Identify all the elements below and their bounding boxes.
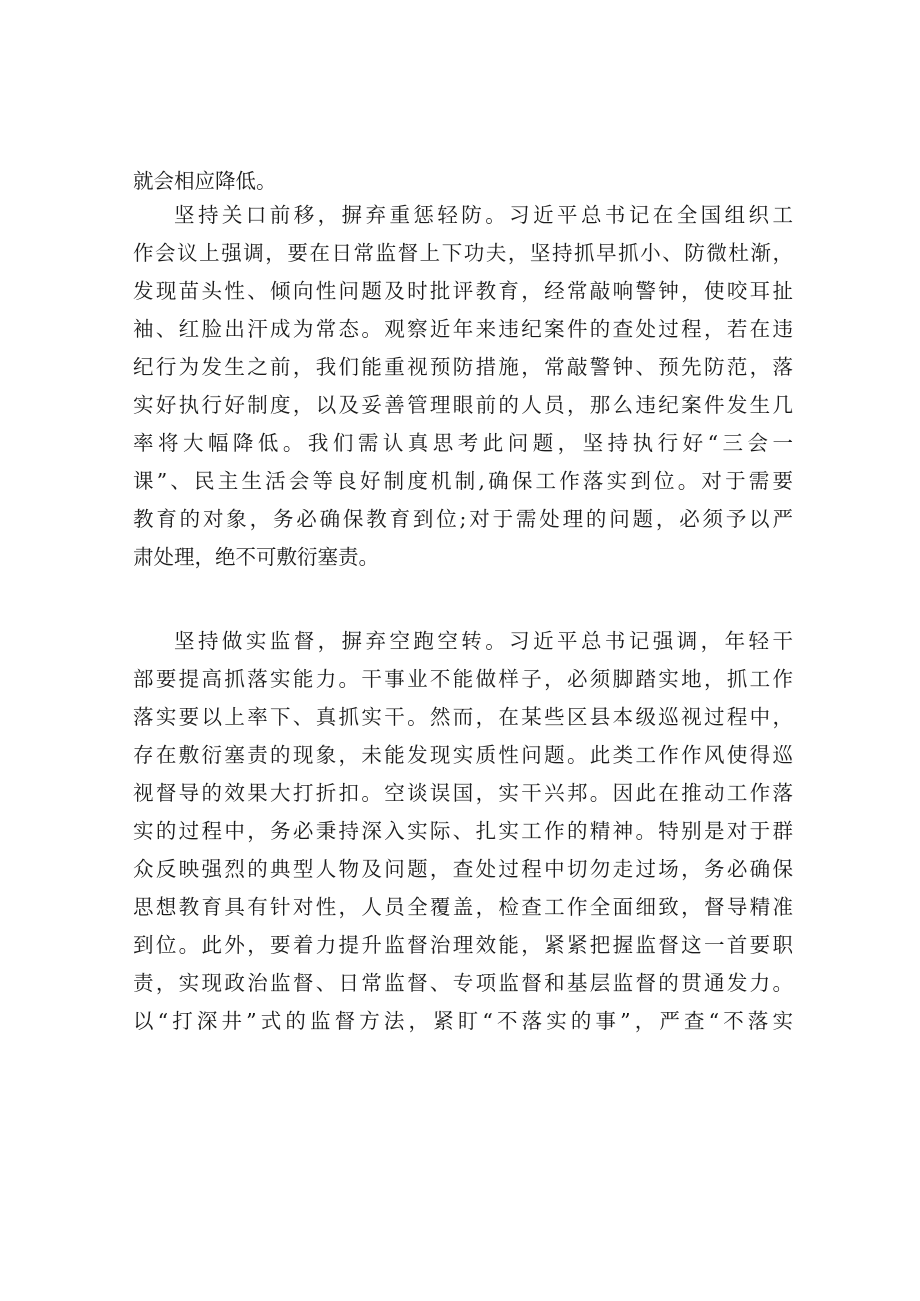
paragraph-continuation (133, 162, 793, 200)
paragraph-line: 视督导的效果大打折扣。空谈误国，实干兴邦。因此在推动工作落 (133, 781, 793, 805)
paragraph-prevention (133, 196, 793, 576)
paragraph-line: 思想教育具有针对性，人员全覆盖，检查工作全面细致，督导精准 (133, 895, 793, 919)
paragraph-line: 纪行为发生之前，我们能重视预防措施，常敲警钟、预先防范，落 (133, 355, 793, 379)
paragraph-line: 实好执行好制度，以及妥善管理眼前的人员，那么违纪案件发生几 (133, 393, 793, 417)
paragraph-line: 肃处理，绝不可敷衍塞责。 (133, 545, 379, 569)
paragraph-line: 率将大幅降低。我们需认真思考此问题，坚持执行好“三会一 (133, 431, 793, 455)
paragraph-line: 坚持关口前移，摒弃重惩轻防。习近平总书记在全国组织工 (174, 203, 793, 227)
paragraph-line: 袖、红脸出汗成为常态。观察近年来违纪案件的查处过程，若在违 (133, 317, 793, 341)
paragraph-line: 坚持做实监督，摒弃空跑空转。习近平总书记强调，年轻干 (174, 629, 793, 653)
paragraph-line: 落实要以上率下、真抓实干。然而，在某些区县本级巡视过程中， (133, 705, 793, 729)
paragraph-line: 众反映强烈的典型人物及问题，查处过程中切勿走过场，务必确保 (133, 857, 793, 881)
paragraph-line: 以“打深井”式的监督方法，紧盯“不落实的事”，严查“不落实 (133, 1009, 793, 1033)
paragraph-supervision (133, 622, 793, 1040)
paragraph-line: 发现苗头性、倾向性问题及时批评教育，经常敲响警钟，使咬耳扯 (133, 279, 793, 303)
paragraph-line: 实的过程中，务必秉持深入实际、扎实工作的精神。特别是对于群 (133, 819, 793, 843)
paragraph-line: 存在敷衍塞责的现象，未能发现实质性问题。此类工作作风使得巡 (133, 743, 793, 767)
paragraph-line: 教育的对象，务必确保教育到位;对于需处理的问题，必须予以严 (133, 507, 793, 531)
paragraph-line: 部要提高抓落实能力。干事业不能做样子，必须脚踏实地，抓工作 (133, 667, 793, 691)
paragraph-line: 到位。此外，要着力提升监督治理效能，紧紧把握监督这一首要职 (133, 933, 793, 957)
paragraph-line: 就会相应降低。 (133, 169, 277, 193)
paragraph-line: 责，实现政治监督、日常监督、专项监督和基层监督的贯通发力。 (133, 971, 793, 995)
paragraph-line: 作会议上强调，要在日常监督上下功夫，坚持抓早抓小、防微杜渐， (133, 241, 793, 265)
paragraph-line: 课”、民主生活会等良好制度机制,确保工作落实到位。对于需要 (133, 469, 793, 493)
